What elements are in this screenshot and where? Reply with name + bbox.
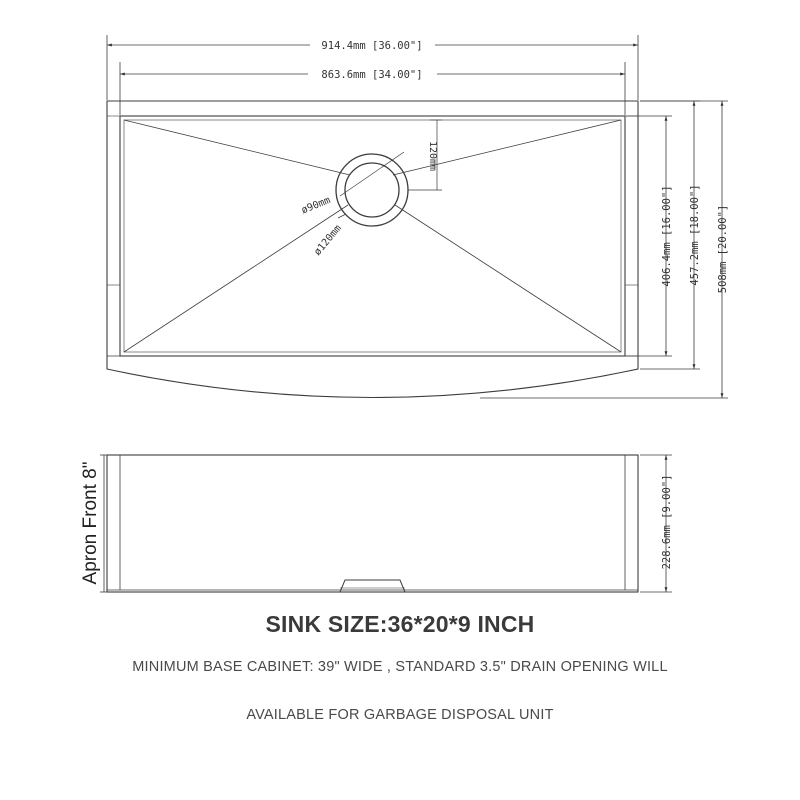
sink-outer-outline (107, 101, 638, 398)
drain-offset-label: 120mm (427, 140, 438, 172)
inner-width-label: 863.6mm [34.00"] (321, 69, 423, 81)
mid-depth-label: 457.2mm [18.00"] (689, 184, 701, 286)
cabinet-note-line2: AVAILABLE FOR GARBAGE DISPOSAL UNIT (246, 707, 554, 723)
drain-inner-circle (345, 163, 399, 217)
top-view (107, 101, 638, 398)
overall-width-label: 914.4mm [36.00"] (321, 40, 423, 52)
drain-outer-circle (336, 154, 408, 226)
front-outer-outline (107, 455, 638, 592)
cabinet-note-line1: MINIMUM BASE CABINET: 39" WIDE , STANDARD 3.5" DRAIN OPENING WILL (132, 659, 668, 675)
overall-depth-label: 508mm [20.00"] (717, 204, 729, 294)
front-view (100, 455, 672, 592)
front-height-label: 228.6mm [9.00"] (661, 474, 673, 570)
drain-inner-diameter-label: ø90mm (300, 194, 333, 217)
drain-outer-diameter-label: ø120mm (312, 223, 344, 258)
inner-depth-label: 406.4mm [16.00"] (661, 185, 673, 287)
apron-front-label: Apron Front 8" (80, 461, 101, 585)
sink-inner-basin (120, 116, 625, 356)
sink-size-title: SINK SIZE:36*20*9 INCH (265, 611, 535, 637)
